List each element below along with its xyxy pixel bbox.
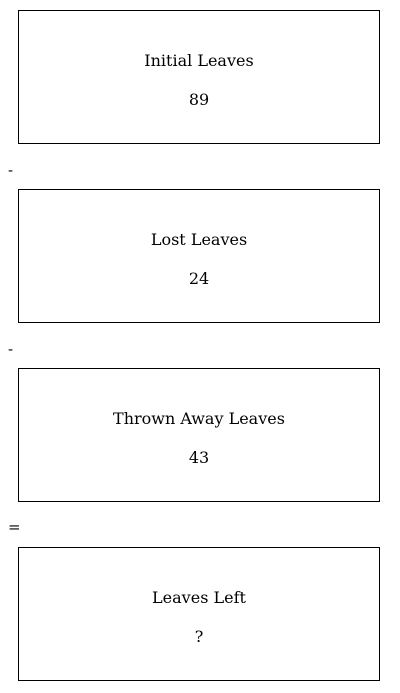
leaves-left-card xyxy=(18,547,380,681)
initial-leaves-card xyxy=(18,10,380,144)
card-value: 43 xyxy=(188,448,210,467)
thrown-away-leaves-card xyxy=(18,368,380,502)
card-label: Initial Leaves xyxy=(144,51,254,70)
card-label: Leaves Left xyxy=(152,588,246,607)
card-label: Thrown Away Leaves xyxy=(113,409,285,428)
minus-operator: - xyxy=(8,340,14,358)
lost-leaves-card xyxy=(18,189,380,323)
card-value: ? xyxy=(194,627,204,646)
card-value: 89 xyxy=(188,90,210,109)
card-label: Lost Leaves xyxy=(150,230,248,249)
equals-operator: = xyxy=(8,518,21,536)
card-value: 24 xyxy=(188,269,210,288)
minus-operator: - xyxy=(8,161,14,179)
